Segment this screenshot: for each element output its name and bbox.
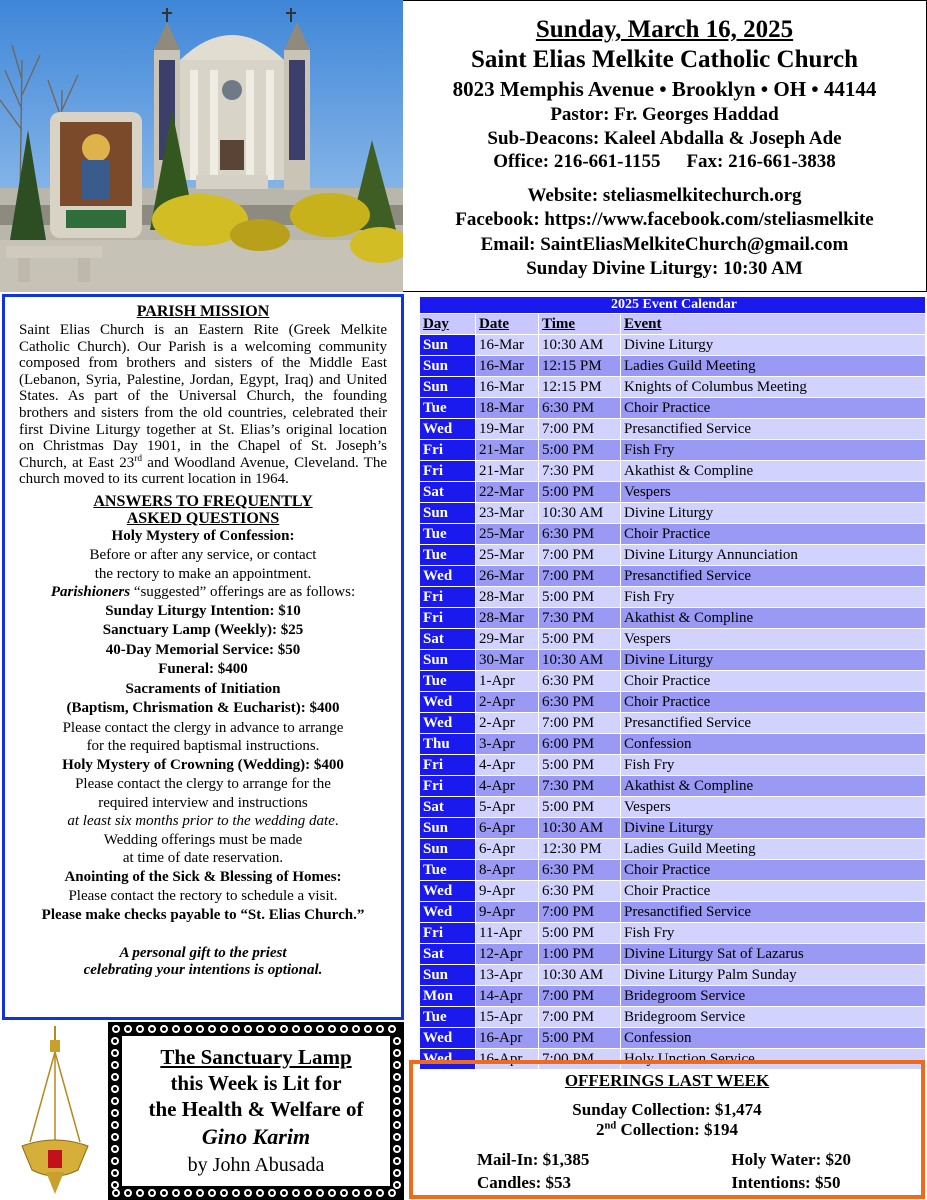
table-row [420,482,926,503]
table-row [420,902,926,923]
sanctuary-lamp-photo [2,1022,108,1200]
phone-line [403,150,926,174]
event-name: Knights of Columbus Meeting [621,377,926,398]
event-time: 7:00 PM [539,419,621,440]
confession-heading: Holy Mystery of Confession: [111,527,295,544]
event-name: Choir Practice [621,671,926,692]
event-time: 7:00 PM [539,986,621,1007]
parish-mission-box [2,294,404,1020]
event-date: 22-Mar [476,482,539,503]
event-date: 11-Apr [476,923,539,944]
liturgy-time: Sunday Divine Liturgy: 10:30 AM [526,258,803,279]
confession-text-2: the rectory to make an appointment. [94,565,312,582]
event-name: Fish Fry [621,440,926,461]
sanctuary-lamp-text [122,1036,390,1186]
table-row [420,566,926,587]
event-day: Mon [420,986,476,1007]
event-date: 26-Mar [476,566,539,587]
event-day: Tue [420,524,476,545]
table-row [420,839,926,860]
wedding-note-3: at least six months prior to the wedding date. [67,813,339,830]
event-name: Bridegroom Service [621,1007,926,1028]
candles-amount: Candles: $53 [477,1173,571,1192]
faq-title: ANSWERS TO FREQUENTLY ASKED QUESTIONS [93,492,313,527]
event-date: 18-Mar [476,398,539,419]
event-date: 25-Mar [476,524,539,545]
table-row [420,986,926,1007]
event-date: 2-Apr [476,692,539,713]
event-day: Tue [420,860,476,881]
event-day: Fri [420,923,476,944]
event-time: 7:00 PM [539,566,621,587]
table-row [420,734,926,755]
col-event: Event [621,314,926,335]
website-link[interactable]: Website: steliasmelkitechurch.org [527,184,802,206]
offering-memorial: 40-Day Memorial Service: $50 [105,641,301,658]
event-name: Divine Liturgy Annunciation [621,545,926,566]
baptism-note-1: Please contact the clergy in advance to arrange [62,719,344,736]
event-time: 6:30 PM [539,860,621,881]
event-day: Fri [420,608,476,629]
event-name: Vespers [621,629,926,650]
event-date: 9-Apr [476,902,539,923]
wedding-note-1: Please contact the clergy to arrange for the [75,776,331,793]
church-address: 8023 Memphis Avenue • Brooklyn • OH • 44144 [452,77,877,101]
holy-water-amount: Holy Water: $20 [731,1150,851,1169]
event-time: 7:00 PM [539,545,621,566]
event-day: Sun [420,839,476,860]
offering-wedding: Holy Mystery of Crowning (Wedding): $400 [62,756,344,773]
table-row [420,860,926,881]
sunday-collection: Sunday Collection: $1,474 [572,1100,762,1119]
table-row [420,944,926,965]
event-name: Vespers [621,482,926,503]
event-time: 7:30 PM [539,776,621,797]
wedding-note-2: required interview and instructions [98,794,308,811]
event-name: Presanctified Service [621,419,926,440]
table-row [420,377,926,398]
event-day: Sun [420,356,476,377]
wedding-note-5: at time of date reservation. [122,850,284,867]
event-date: 19-Mar [476,419,539,440]
event-date: 16-Apr [476,1028,539,1049]
confession-text-1: Before or after any service, or contact [89,547,317,564]
event-name: Divine Liturgy Palm Sunday [621,965,926,986]
event-time: 6:30 PM [539,671,621,692]
table-row [420,755,926,776]
church-header [403,0,927,292]
event-date: 6-Apr [476,818,539,839]
event-time: 12:30 PM [539,839,621,860]
event-name: Fish Fry [621,755,926,776]
event-time: 7:00 PM [539,1049,621,1070]
event-day: Sat [420,944,476,965]
event-name: Confession [621,734,926,755]
event-name: Bridegroom Service [621,986,926,1007]
mission-title: PARISH MISSION [136,303,270,320]
event-name: Ladies Guild Meeting [621,839,926,860]
event-name: Choir Practice [621,524,926,545]
wedding-note-4: Wedding offerings must be made [103,831,303,848]
table-row [420,629,926,650]
table-row [420,608,926,629]
event-day: Thu [420,734,476,755]
event-date: 30-Mar [476,650,539,671]
event-name: Divine Liturgy [621,650,926,671]
event-day: Wed [420,713,476,734]
event-day: Sun [420,818,476,839]
gift-note: A personal gift to the priest celebrating your intentions is optional. [83,945,323,979]
event-day: Wed [420,692,476,713]
event-day: Wed [420,1049,476,1070]
event-time: 10:30 AM [539,650,621,671]
event-day: Fri [420,776,476,797]
checks-note: Please make checks payable to “St. Elias Church.” [41,906,365,923]
event-day: Fri [420,755,476,776]
col-day: Day [420,314,476,335]
event-name: Presanctified Service [621,713,926,734]
table-row [420,1007,926,1028]
bulletin-date: Sunday, March 16, 2025 [535,16,794,43]
church-photo [0,0,403,292]
event-date: 4-Apr [476,755,539,776]
table-row [420,503,926,524]
event-day: Fri [420,461,476,482]
event-day: Sun [420,503,476,524]
event-day: Sun [420,335,476,356]
event-time: 6:30 PM [539,881,621,902]
mission-text: Saint Elias Church is an Eastern Rite (Greek Melkite Catholic Church). Our Parish is a welcoming community composed from brothers and sisters of the Middle East (Lebanon, Syria, Palestine, Jordan, Egypt, Iraq) and United States. As part of the Universal Church, the founding brothers and sisters from the old countries, celebrated their first Divine Liturgy together at St. Elias’s original location on Christmas Day 1901, in the Chapel of St. Joseph’s Church, at East 23rd and Woodland Avenue, Cleveland. The church moved to its current location in 1964. [19,322,387,488]
event-time: 12:15 PM [539,356,621,377]
email-link[interactable]: Email: SaintEliasMelkiteChurch@gmail.com [480,233,849,255]
facebook-link[interactable]: Facebook: https://www.facebook.com/steliasmelkite [455,209,874,230]
event-date: 6-Apr [476,839,539,860]
table-row [420,713,926,734]
event-day: Sat [420,629,476,650]
offerings-title: OFFERINGS LAST WEEK [564,1071,770,1090]
table-row [420,587,926,608]
event-name: Akathist & Compline [621,608,926,629]
event-date: 29-Mar [476,629,539,650]
event-day: Sun [420,965,476,986]
offering-sacraments: Sacraments of Initiation [125,680,281,697]
offering-baptism: (Baptism, Chrismation & Eucharist): $400 [66,700,340,717]
event-time: 5:00 PM [539,482,621,503]
table-row [420,440,926,461]
office-phone: Office: 216-661-1155 [493,151,661,172]
event-name: Ladies Guild Meeting [621,356,926,377]
event-time: 7:00 PM [539,1007,621,1028]
event-time: 6:30 PM [539,398,621,419]
lamp-donor: by John Abusada [187,1154,325,1176]
event-time: 5:00 PM [539,923,621,944]
table-row [420,545,926,566]
offering-funeral: Funeral: $400 [158,661,248,678]
event-calendar [419,296,926,1070]
event-name: Akathist & Compline [621,776,926,797]
event-day: Tue [420,398,476,419]
event-name: Choir Practice [621,692,926,713]
table-row [420,461,926,482]
event-day: Tue [420,671,476,692]
event-date: 28-Mar [476,587,539,608]
event-day: Fri [420,440,476,461]
lamp-line-2: this Week is Lit for [170,1071,342,1095]
pastor-line: Pastor: Fr. Georges Haddad [550,104,779,125]
table-row [420,650,926,671]
event-time: 1:00 PM [539,944,621,965]
event-date: 9-Apr [476,881,539,902]
table-row [420,524,926,545]
event-name: Confession [621,1028,926,1049]
event-time: 7:00 PM [539,902,621,923]
event-time: 7:30 PM [539,461,621,482]
event-name: Divine Liturgy [621,818,926,839]
event-time: 7:00 PM [539,713,621,734]
offerings-intro: Parishioners “suggested” offerings are as follows: [50,584,356,601]
event-name: Choir Practice [621,881,926,902]
event-name: Akathist & Compline [621,461,926,482]
mail-in-amount: Mail-In: $1,385 [477,1150,590,1169]
event-time: 5:00 PM [539,440,621,461]
event-time: 12:15 PM [539,377,621,398]
event-date: 16-Mar [476,356,539,377]
table-row [420,419,926,440]
event-name: Holy Unction Service [621,1049,926,1070]
event-time: 10:30 AM [539,335,621,356]
event-day: Wed [420,881,476,902]
event-date: 28-Mar [476,608,539,629]
anointing-heading: Anointing of the Sick & Blessing of Homes: [64,868,342,885]
table-row [420,923,926,944]
event-time: 6:00 PM [539,734,621,755]
col-date: Date [476,314,539,335]
lamp-title: The Sanctuary Lamp [160,1045,352,1069]
sanctuary-lamp-icon [2,1022,108,1200]
table-row [420,797,926,818]
event-date: 14-Apr [476,986,539,1007]
event-name: Divine Liturgy [621,503,926,524]
anointing-note: Please contact the rectory to schedule a visit. [68,888,338,905]
event-name: Divine Liturgy [621,335,926,356]
event-day: Sun [420,377,476,398]
event-day: Sun [420,650,476,671]
event-name: Presanctified Service [621,902,926,923]
event-time: 10:30 AM [539,965,621,986]
event-name: Divine Liturgy Sat of Lazarus [621,944,926,965]
lamp-line-3: the Health & Welfare of [148,1097,364,1121]
event-day: Wed [420,566,476,587]
event-date: 1-Apr [476,671,539,692]
col-time: Time [539,314,621,335]
event-time: 6:30 PM [539,524,621,545]
event-time: 5:00 PM [539,1028,621,1049]
subdeacons-line: Sub-Deacons: Kaleel Abdalla & Joseph Ade [487,127,842,149]
event-time: 10:30 AM [539,818,621,839]
event-name: Vespers [621,797,926,818]
event-day: Fri [420,587,476,608]
table-row [420,692,926,713]
event-time: 7:30 PM [539,608,621,629]
event-day: Wed [420,1028,476,1049]
event-day: Sat [420,797,476,818]
second-collection: 2nd Collection: $194 [595,1120,739,1139]
event-date: 13-Apr [476,965,539,986]
event-day: Sat [420,482,476,503]
event-date: 3-Apr [476,734,539,755]
event-time: 10:30 AM [539,503,621,524]
calendar-title: 2025 Event Calendar [420,297,926,314]
offering-sunday-intention: Sunday Liturgy Intention: $10 [105,602,301,619]
event-time: 5:00 PM [539,629,621,650]
event-date: 16-Apr [476,1049,539,1070]
event-name: Presanctified Service [621,566,926,587]
event-date: 4-Apr [476,776,539,797]
event-day: Tue [420,545,476,566]
table-row [420,335,926,356]
event-date: 23-Mar [476,503,539,524]
table-row [420,881,926,902]
event-date: 15-Apr [476,1007,539,1028]
church-name: Saint Elias Melkite Catholic Church [470,46,859,73]
table-row [420,398,926,419]
event-time: 5:00 PM [539,755,621,776]
event-date: 21-Mar [476,440,539,461]
event-name: Choir Practice [621,398,926,419]
event-day: Wed [420,902,476,923]
table-row [420,818,926,839]
event-time: 5:00 PM [539,587,621,608]
event-date: 21-Mar [476,461,539,482]
event-time: 6:30 PM [539,692,621,713]
table-row [420,965,926,986]
lamp-honoree: Gino Karim [201,1124,311,1149]
event-date: 8-Apr [476,860,539,881]
table-row [420,356,926,377]
event-date: 12-Apr [476,944,539,965]
table-row [420,776,926,797]
event-time: 5:00 PM [539,797,621,818]
event-name: Fish Fry [621,587,926,608]
offerings-box [409,1060,925,1199]
event-name: Fish Fry [621,923,926,944]
event-date: 16-Mar [476,335,539,356]
event-day: Wed [420,419,476,440]
event-date: 16-Mar [476,377,539,398]
baptism-note-2: for the required baptismal instructions. [86,738,320,755]
sanctuary-lamp-box [108,1022,404,1200]
event-date: 25-Mar [476,545,539,566]
intentions-amount: Intentions: $50 [731,1173,841,1192]
event-name: Choir Practice [621,860,926,881]
fax-number: Fax: 216-661-3838 [686,151,836,172]
event-date: 5-Apr [476,797,539,818]
church-photo-drawing [0,0,403,292]
event-day: Tue [420,1007,476,1028]
offering-sanctuary-lamp: Sanctuary Lamp (Weekly): $25 [102,622,304,639]
table-row [420,671,926,692]
table-row [420,1028,926,1049]
event-date: 2-Apr [476,713,539,734]
